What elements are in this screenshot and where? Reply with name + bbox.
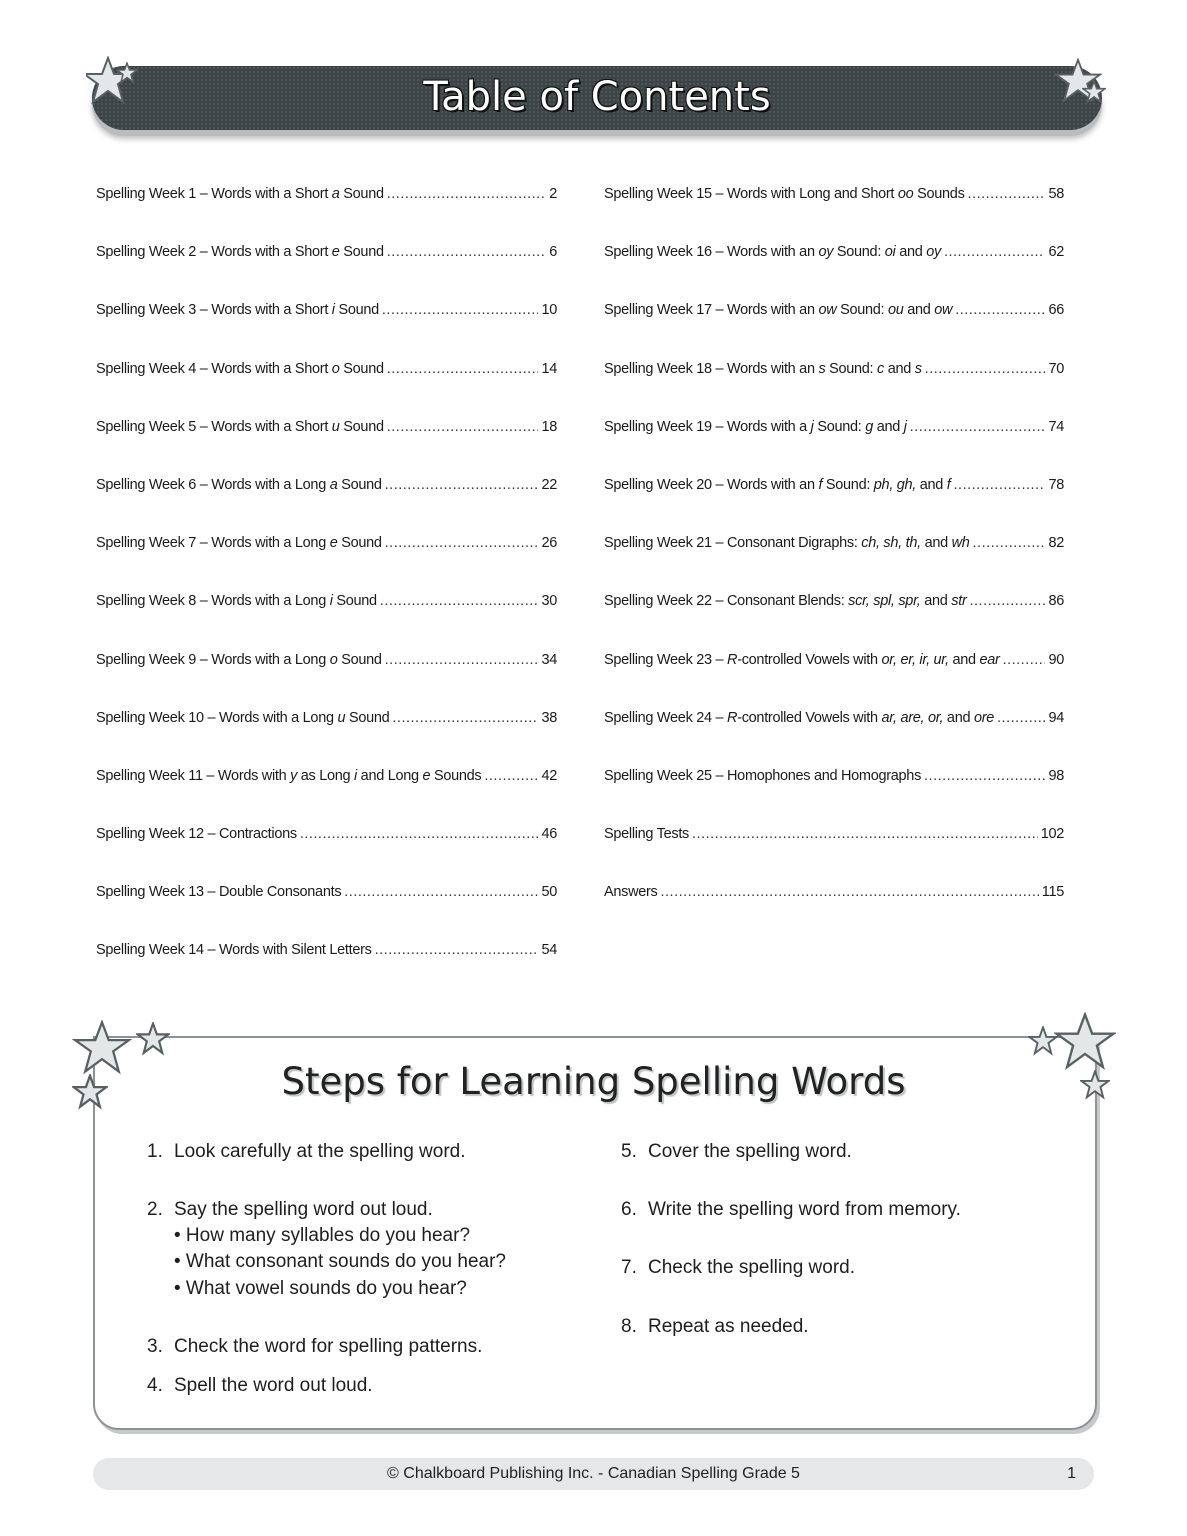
toc-entry: Spelling Week 8 – Words with a Long i Sound ..... 30 — [96, 593, 557, 651]
step-sub-item: • How many syllables do you hear? — [174, 1225, 471, 1246]
toc-entry: Spelling Week 9 – Words with a Long o Sound ..... 34 — [96, 652, 557, 710]
toc-entry: Spelling Week 1 – Words with a Short a Sound ..... 2 — [96, 186, 557, 244]
toc-entry: Spelling Week 3 – Words with a Short i Sound ..... 10 — [96, 302, 557, 360]
step-sub-item: • What consonant sounds do you hear? — [174, 1251, 506, 1272]
toc-entry: Spelling Week 11 – Words with y as Long i and Long e Sounds ..... 42 — [96, 768, 557, 826]
step-item: 5. Cover the spelling word. — [621, 1141, 852, 1162]
toc-entry: Spelling Week 14 – Words with Silent Letters ..... 54 — [96, 942, 557, 1000]
step-item: 3. Check the word for spelling patterns. — [147, 1336, 483, 1357]
step-item: 4. Spell the word out loud. — [147, 1375, 373, 1396]
star-icon — [1082, 80, 1106, 104]
toc-entry: Spelling Week 4 – Words with a Short o Sound ..... 14 — [96, 361, 557, 419]
step-sub-item: • What vowel sounds do you hear? — [174, 1278, 467, 1299]
steps-title: Steps for Learning Spelling Words — [281, 1060, 906, 1103]
star-icon — [136, 1022, 170, 1056]
toc-left-column — [96, 186, 557, 1001]
toc-entry: Spelling Week 20 – Words with an f Sound: ph, gh, and f ..... 78 — [604, 477, 1064, 535]
toc-entry: Spelling Week 10 – Words with a Long u Sound ..... 38 — [96, 710, 557, 768]
toc-entry: Spelling Week 7 – Words with a Long e Sound ..... 26 — [96, 535, 557, 593]
star-icon — [1028, 1026, 1058, 1056]
star-icon — [116, 62, 138, 84]
footer-copyright: © Chalkboard Publishing Inc. - Canadian Spelling Grade 5 — [387, 1465, 800, 1482]
toc-entry: Spelling Week 16 – Words with an oy Sound: oi and oy ..... 62 — [604, 244, 1064, 302]
step-item: 6. Write the spelling word from memory. — [621, 1199, 961, 1220]
toc-entry: Spelling Week 15 – Words with Long and Short oo Sounds ..... 58 — [604, 186, 1064, 244]
toc-entry: Spelling Week 19 – Words with a j Sound: g and j ..... 74 — [604, 419, 1064, 477]
toc-entry: Spelling Week 17 – Words with an ow Sound: ou and ow ..... 66 — [604, 302, 1064, 360]
toc-entry: Answers ..... 115 — [604, 884, 1064, 942]
toc-entry: Spelling Week 18 – Words with an s Sound: c and s ..... 70 — [604, 361, 1064, 419]
footer-bar — [93, 1458, 1094, 1490]
toc-entry: Spelling Week 24 – R-controlled Vowels with ar, are, or, and ore ..... 94 — [604, 710, 1064, 768]
toc-right-column — [604, 186, 1064, 942]
step-item: 2. Say the spelling word out loud. — [147, 1199, 433, 1220]
page-title: Table of Contents — [423, 74, 771, 120]
toc-entry: Spelling Week 25 – Homophones and Homographs ..... 98 — [604, 768, 1064, 826]
toc-entry: Spelling Week 6 – Words with a Long a Sound ..... 22 — [96, 477, 557, 535]
page-number: 1 — [1067, 1465, 1076, 1482]
toc-entry: Spelling Week 13 – Double Consonants ..... 50 — [96, 884, 557, 942]
toc-entry: Spelling Week 21 – Consonant Digraphs: ch, sh, th, and wh ..... 82 — [604, 535, 1064, 593]
toc-entry: Spelling Week 22 – Consonant Blends: scr, spl, spr, and str ..... 86 — [604, 593, 1064, 651]
toc-entry: Spelling Week 12 – Contractions ..... 46 — [96, 826, 557, 884]
step-item: 8. Repeat as needed. — [621, 1316, 809, 1337]
step-item: 7. Check the spelling word. — [621, 1257, 855, 1278]
step-item: 1. Look carefully at the spelling word. — [147, 1141, 466, 1162]
toc-entry: Spelling Week 23 – R-controlled Vowels with or, er, ir, ur, and ear ..... 90 — [604, 652, 1064, 710]
toc-entry: Spelling Week 5 – Words with a Short u Sound ..... 18 — [96, 419, 557, 477]
toc-entry: Spelling Tests ..... 102 — [604, 826, 1064, 884]
title-banner — [92, 66, 1102, 130]
toc-entry: Spelling Week 2 – Words with a Short e Sound ..... 6 — [96, 244, 557, 302]
